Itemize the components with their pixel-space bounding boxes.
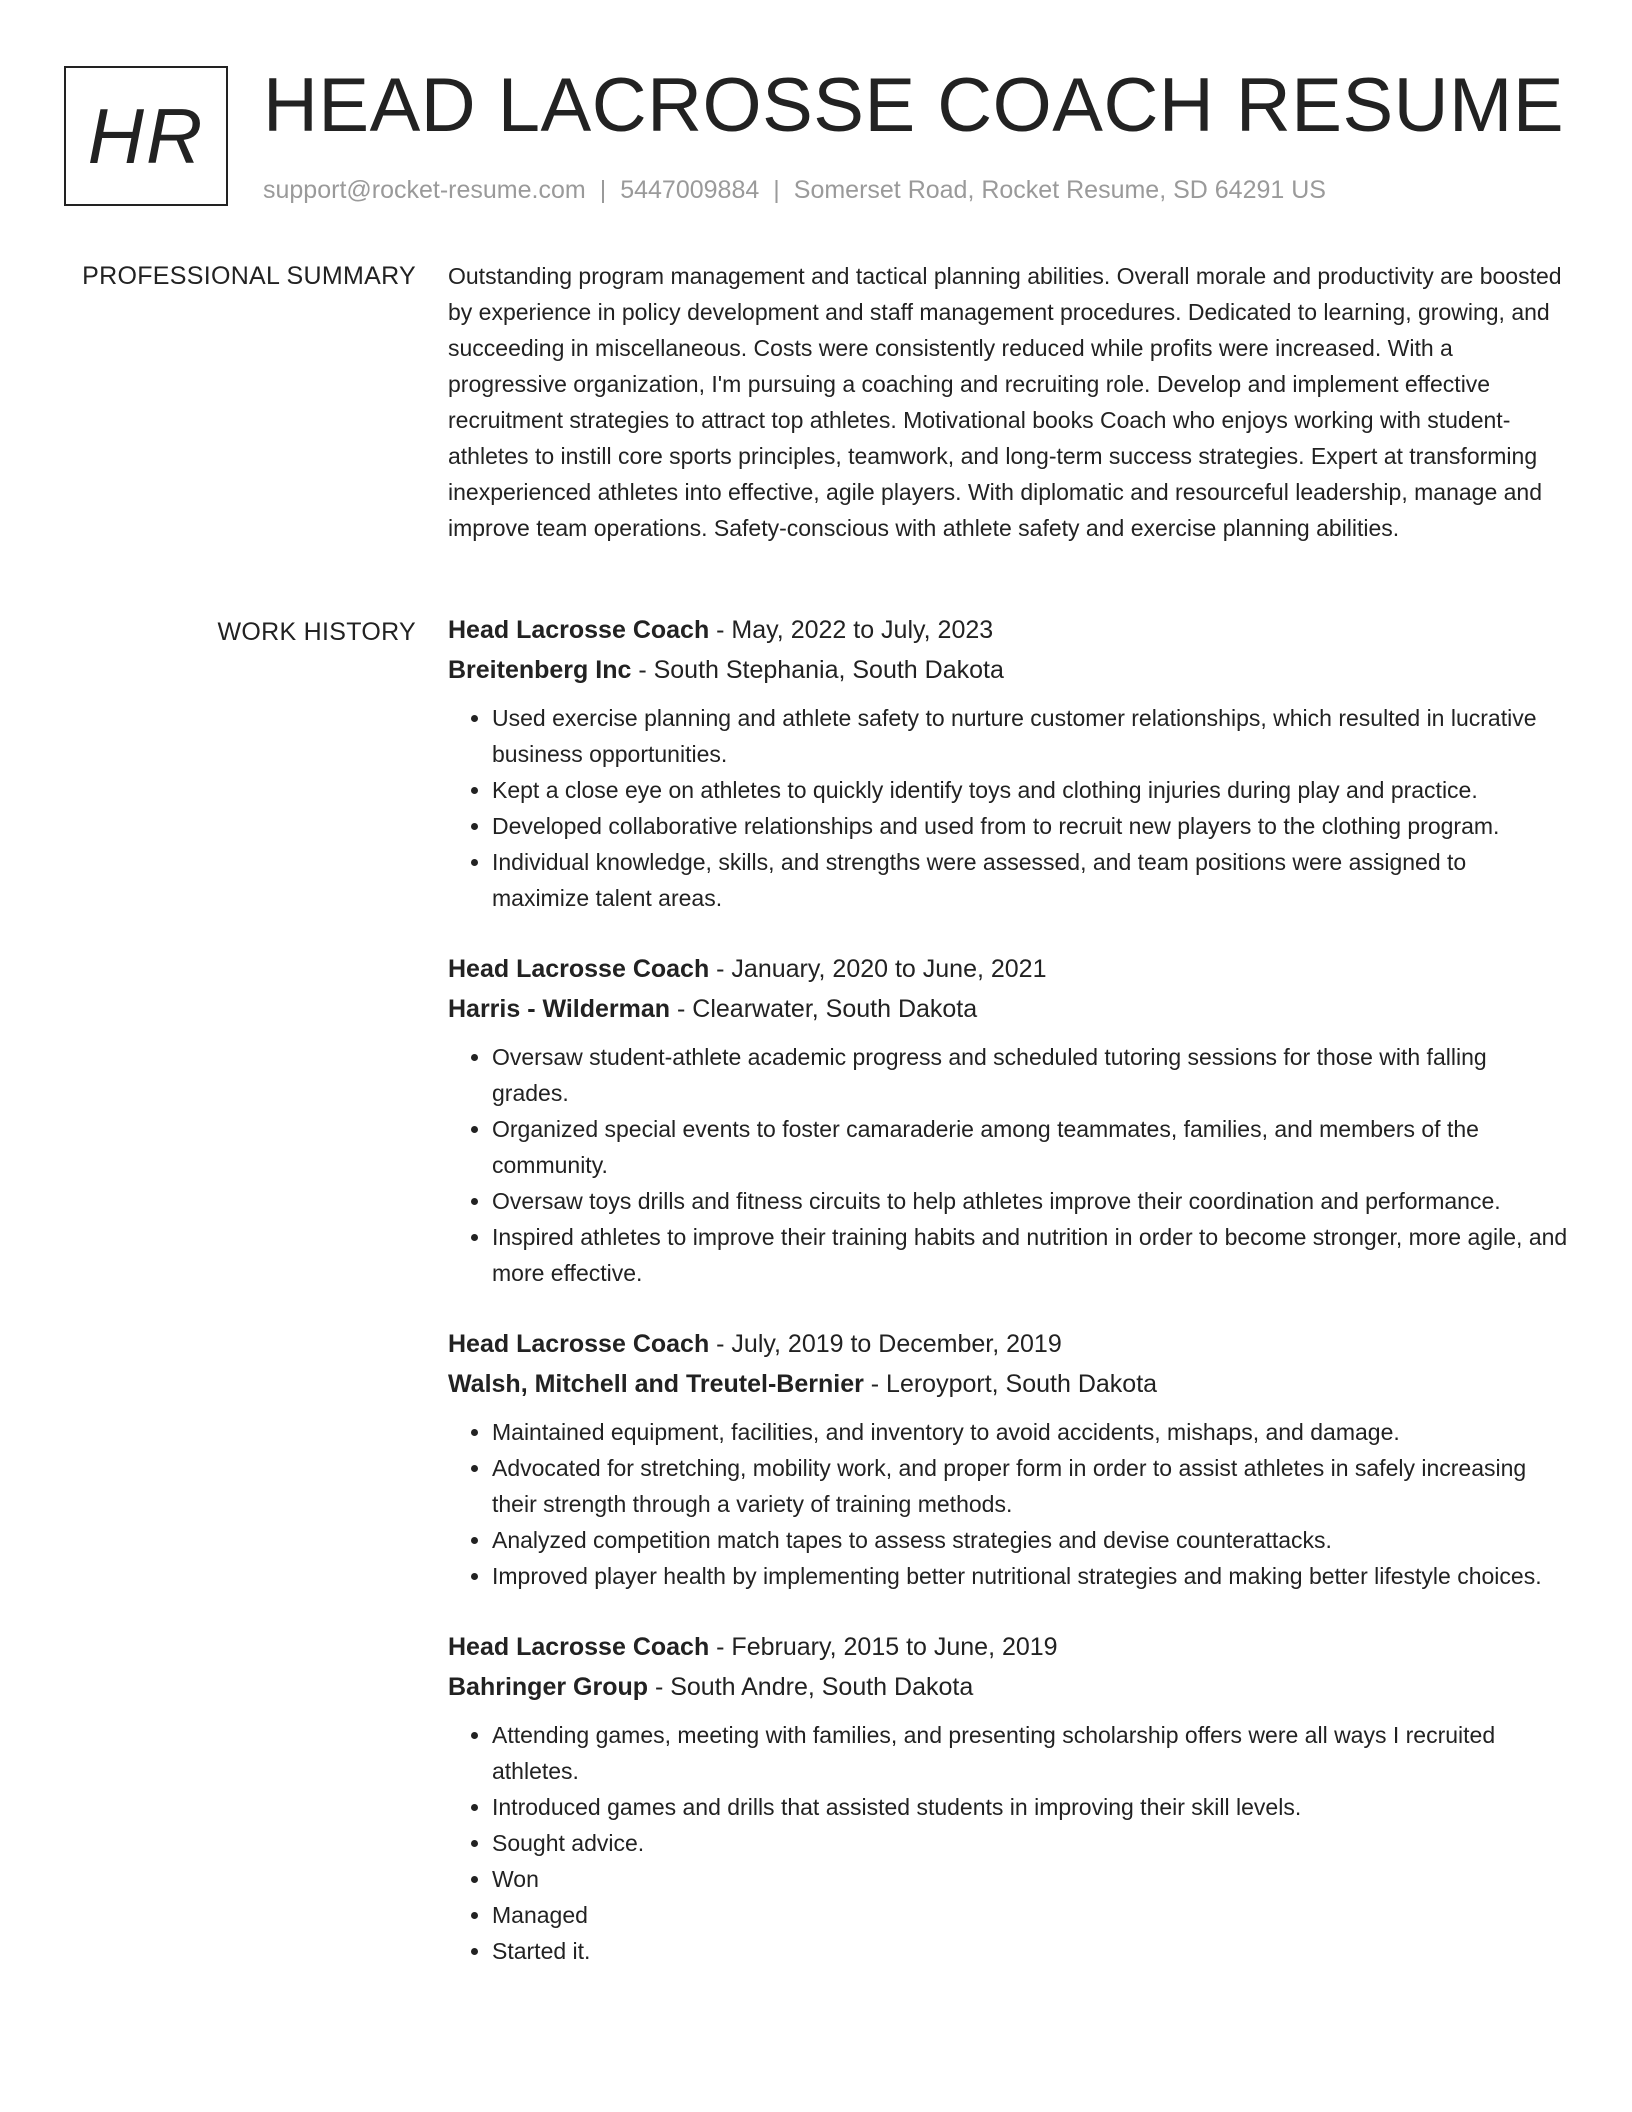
job-title: Head Lacrosse Coach (448, 616, 710, 644)
job-location: - Leroyport, South Dakota (863, 1370, 1158, 1398)
work-history-body (448, 610, 1568, 2002)
job-bullet: • Maintained equipment, facilities, and inventory to avoid accidents, mishaps, and damage. (492, 1414, 1568, 1450)
job-dates: - May, 2022 to July, 2023 (709, 616, 994, 644)
job-dates: - February, 2015 to June, 2019 (709, 1633, 1058, 1661)
job-title-line (448, 610, 1568, 650)
job-bullet: • Improved player health by implementing better nutritional strategies and making better lifestyle choices. (492, 1558, 1568, 1594)
contact-separator: | (599, 176, 607, 204)
job-title-line (448, 1324, 1568, 1364)
job-bullet: • Introduced games and drills that assisted students in improving their skill levels. (492, 1789, 1568, 1825)
job-bullet: • Inspired athletes to improve their training habits and nutrition in order to become stronger, more agile, and more effective. (492, 1219, 1568, 1291)
job-bullet-list (448, 1039, 1568, 1291)
job-company-line (448, 1364, 1568, 1404)
job-bullet: • Analyzed competition match tapes to assess strategies and devise counterattacks. (492, 1522, 1568, 1558)
job-bullet-list (448, 1717, 1568, 1969)
contact-phone: 5447009884 (620, 176, 760, 204)
job-dates: - July, 2019 to December, 2019 (709, 1330, 1062, 1358)
job-bullet: • Managed (492, 1897, 1568, 1933)
job-entry (448, 949, 1568, 1291)
monogram-logo: HR (64, 66, 228, 206)
job-bullet: • Individual knowledge, skills, and strengths were assessed, and team positions were assigned to maximize talent areas. (492, 844, 1568, 916)
job-bullet: • Advocated for stretching, mobility work, and proper form in order to assist athletes in safely increasing their strength through a variety of training methods. (492, 1450, 1568, 1522)
contact-address: Somerset Road, Rocket Resume, SD 64291 US (793, 176, 1326, 204)
job-bullet: • Oversaw student-athlete academic progress and scheduled tutoring sessions for those with falling grades. (492, 1039, 1568, 1111)
job-bullet: • Developed collaborative relationships and used from to recruit new players to the clothing program. (492, 808, 1568, 844)
job-title-line (448, 949, 1568, 989)
job-location: - South Stephania, South Dakota (631, 656, 1004, 684)
job-bullet: • Organized special events to foster camaraderie among teammates, families, and members of the community. (492, 1111, 1568, 1183)
job-bullet: • Oversaw toys drills and fitness circuits to help athletes improve their coordination and performance. (492, 1183, 1568, 1219)
job-company: Bahringer Group (448, 1673, 649, 1701)
job-company-line (448, 650, 1568, 690)
job-title-line (448, 1627, 1568, 1667)
job-bullet-list (448, 700, 1568, 916)
job-location: - Clearwater, South Dakota (670, 995, 978, 1023)
job-company: Walsh, Mitchell and Treutel-Bernier (448, 1370, 864, 1398)
job-company-line (448, 989, 1568, 1029)
job-bullet: • Started it. (492, 1933, 1568, 1969)
section-label-work: WORK HISTORY (217, 618, 416, 646)
job-title: Head Lacrosse Coach (448, 1633, 710, 1661)
contact-line (263, 174, 1326, 207)
job-bullet: • Kept a close eye on athletes to quickly identify toys and clothing injuries during play and practice. (492, 772, 1568, 808)
job-bullet-list (448, 1414, 1568, 1594)
summary-text: Outstanding program management and tactical planning abilities. Overall morale and productivity are boosted by experience in policy development and staff management procedures. Dedicated to learning, growing, and succeeding in miscellaneous. Costs were consistently reduced while profits were increased. With a progressive organization, I'm pursuing a coaching and recruiting role. Develop and implement effective recruitment strategies to attract top athletes. Motivational books Coach who enjoys working with student-athletes to instill core sports principles, teamwork, and long-term success strategies. Expert at transforming inexperienced athletes into effective, agile players. With diplomatic and resourceful leadership, manage and improve team operations. Safety-conscious with athlete safety and exercise planning abilities. (448, 263, 1562, 541)
job-bullet: • Attending games, meeting with families, and presenting scholarship offers were all ways I recruited athletes. (492, 1717, 1568, 1789)
job-location: - South Andre, South Dakota (648, 1673, 974, 1701)
job-company: Harris - Wilderman (448, 995, 671, 1023)
section-label-summary: PROFESSIONAL SUMMARY (82, 262, 416, 290)
job-company-line (448, 1667, 1568, 1707)
job-bullet: • Sought advice. (492, 1825, 1568, 1861)
job-entry (448, 1324, 1568, 1594)
job-entry (448, 610, 1568, 916)
job-title: Head Lacrosse Coach (448, 1330, 710, 1358)
job-dates: - January, 2020 to June, 2021 (709, 955, 1047, 983)
contact-separator: | (773, 176, 780, 204)
job-entry (448, 1627, 1568, 1969)
job-bullet: • Won (492, 1861, 1568, 1897)
summary-body (448, 258, 1568, 546)
job-title: Head Lacrosse Coach (448, 955, 710, 983)
contact-email: support@rocket-resume.com (263, 176, 586, 204)
resume-header (64, 63, 1565, 216)
job-bullet: • Used exercise planning and athlete safety to nurture customer relationships, which resulted in lucrative business opportunities. (492, 700, 1568, 772)
job-company: Breitenberg Inc (448, 656, 632, 684)
resume-title: HEAD LACROSSE COACH RESUME (263, 63, 1565, 148)
